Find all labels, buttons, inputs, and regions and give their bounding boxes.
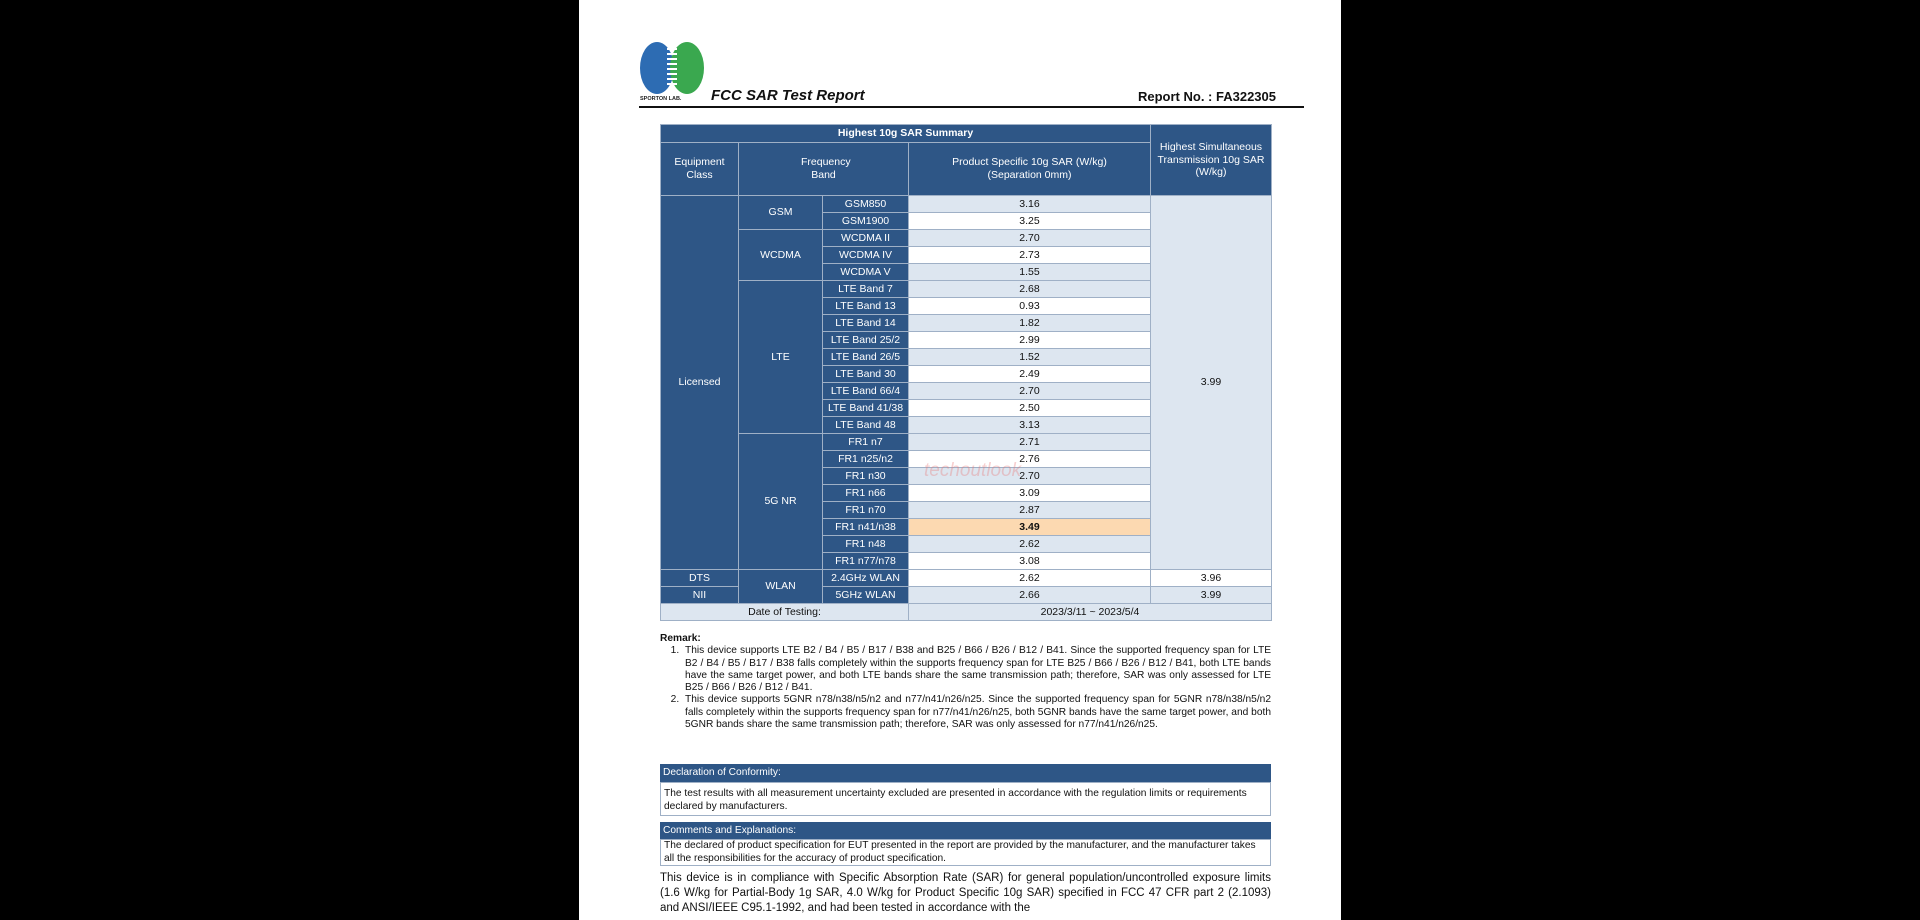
report-number: Report No. : FA322305 — [1138, 89, 1276, 104]
frequency-band: LTE Band 48 — [823, 417, 909, 434]
declaration-text: The test results with all measurement uncertainty excluded are presented in accordance with the regulation limits or requirements declared by manufacturers. — [660, 782, 1271, 816]
sar-value: 2.62 — [909, 570, 1151, 587]
sar-value: 3.09 — [909, 485, 1151, 502]
sar-value: 2.99 — [909, 332, 1151, 349]
col-equipment-class: Equipment Class — [661, 143, 739, 196]
frequency-band: FR1 n77/n78 — [823, 553, 909, 570]
frequency-band: WCDMA V — [823, 264, 909, 281]
sar-value: 2.70 — [909, 230, 1151, 247]
frequency-band: 2.4GHz WLAN — [823, 570, 909, 587]
band-group-label: LTE — [739, 281, 823, 434]
frequency-band: LTE Band 25/2 — [823, 332, 909, 349]
frequency-band: GSM850 — [823, 196, 909, 213]
date-of-testing-value: 2023/3/11 ~ 2023/5/4 — [909, 604, 1272, 621]
table-title: Highest 10g SAR Summary — [661, 125, 1151, 143]
sar-value: 2.62 — [909, 536, 1151, 553]
sar-value: 2.76 — [909, 451, 1151, 468]
sar-value: 3.49 — [909, 519, 1151, 536]
frequency-band: LTE Band 13 — [823, 298, 909, 315]
sar-value: 3.16 — [909, 196, 1151, 213]
table-row — [661, 570, 1272, 587]
remark-item: 1. This device supports LTE B2 / B4 / B5 / B17 / B38 and B25 / B66 / B26 / B12 / B41. Since the supported frequency span for LTE B2 / B4 / B5 / B17 / B38 falls completely within the supports frequency span for LTE B25 / B66 / B26 / B12 / B41, both LTE bands have the same target power, and both LTE bands share the same transmission path; therefore, SAR was only assessed for LTE B25 / B66 / B26 / B12 / B41. — [682, 645, 1271, 694]
band-group-label: GSM — [739, 196, 823, 230]
table-row-date — [661, 604, 1272, 621]
frequency-band: LTE Band 30 — [823, 366, 909, 383]
frequency-band: LTE Band 7 — [823, 281, 909, 298]
sar-value: 2.68 — [909, 281, 1151, 298]
band-group-label: WCDMA — [739, 230, 823, 281]
frequency-band: FR1 n7 — [823, 434, 909, 451]
sar-value: 3.25 — [909, 213, 1151, 230]
sar-value: 2.73 — [909, 247, 1151, 264]
table-row — [661, 196, 1272, 213]
header-divider — [639, 106, 1304, 108]
frequency-band: FR1 n48 — [823, 536, 909, 553]
sar-value: 2.49 — [909, 366, 1151, 383]
comments-heading: Comments and Explanations: — [660, 822, 1271, 839]
date-of-testing-label: Date of Testing: — [661, 604, 909, 621]
equipment-class-dts: DTS — [661, 570, 739, 587]
logo-caption: SPORTON LAB. — [640, 96, 682, 102]
frequency-band: LTE Band 66/4 — [823, 383, 909, 400]
licensed-simultaneous-sar: 3.99 — [1151, 196, 1272, 570]
sporton-logo — [640, 42, 706, 104]
frequency-band: LTE Band 14 — [823, 315, 909, 332]
sar-value: 2.70 — [909, 383, 1151, 400]
comments-box — [660, 822, 1271, 866]
frequency-band: 5GHz WLAN — [823, 587, 909, 604]
equipment-class-nii: NII — [661, 587, 739, 604]
col-frequency-band: Frequency Band — [739, 143, 909, 196]
col-product-sar: Product Specific 10g SAR (W/kg) (Separation 0mm) — [909, 143, 1151, 196]
declaration-box — [660, 764, 1271, 816]
sar-value: 1.82 — [909, 315, 1151, 332]
sar-summary-table — [660, 124, 1272, 621]
sar-value: 2.71 — [909, 434, 1151, 451]
watermark: techoutlook — [924, 460, 1022, 481]
compliance-statement: This device is in compliance with Specific Absorption Rate (SAR) for general population/uncontrolled exposure limits (1.6 W/kg for Partial-Body 1g SAR, 4.0 W/kg for Product Specific 10g SAR) specified in FCC 47 CFR part 2 (2.1093) and ANSI/IEEE C95.1-1992, and had been tested in accordance with the — [660, 872, 1271, 914]
sar-value: 2.87 — [909, 502, 1151, 519]
sar-value: 2.70 — [909, 468, 1151, 485]
col-simultaneous: Highest Simultaneous Transmission 10g SAR (W/kg) — [1151, 125, 1272, 196]
sar-value: 1.52 — [909, 349, 1151, 366]
remark-heading: Remark: — [660, 633, 701, 644]
remark-list — [660, 645, 1271, 731]
simultaneous-sar: 3.96 — [1151, 570, 1272, 587]
report-page — [579, 0, 1341, 920]
remark-section — [660, 633, 1271, 731]
equipment-class-licensed: Licensed — [661, 196, 739, 570]
sar-value: 0.93 — [909, 298, 1151, 315]
frequency-band: FR1 n25/n2 — [823, 451, 909, 468]
frequency-band: GSM1900 — [823, 213, 909, 230]
frequency-band: FR1 n66 — [823, 485, 909, 502]
sar-value: 2.66 — [909, 587, 1151, 604]
frequency-band: FR1 n70 — [823, 502, 909, 519]
sar-value: 3.13 — [909, 417, 1151, 434]
frequency-band: LTE Band 41/38 — [823, 400, 909, 417]
frequency-band: FR1 n30 — [823, 468, 909, 485]
sar-value: 2.50 — [909, 400, 1151, 417]
comments-text: The declared of product specification for EUT presented in the report are provided by the manufacturer, and the manufacturer takes all the responsibilities for the accuracy of product specification. — [660, 839, 1271, 866]
remark-item: 2. This device supports 5GNR n78/n38/n5/n2 and n77/n41/n26/n25. Since the supported frequency span for 5GNR n78/n38/n5/n2 falls completely within the supports frequency span for n77/n41/n26/n25, both 5GNR bands have the same target power, and both 5GNR bands share the same transmission path; therefore, SAR was only assessed for n77/n41/n26/n25. — [682, 694, 1271, 731]
declaration-heading: Declaration of Conformity: — [660, 764, 1271, 782]
report-title: FCC SAR Test Report — [711, 87, 865, 104]
sar-value: 3.08 — [909, 553, 1151, 570]
sar-value: 1.55 — [909, 264, 1151, 281]
frequency-band: FR1 n41/n38 — [823, 519, 909, 536]
band-group-label: 5G NR — [739, 434, 823, 570]
frequency-band: LTE Band 26/5 — [823, 349, 909, 366]
simultaneous-sar: 3.99 — [1151, 587, 1272, 604]
frequency-band: WCDMA IV — [823, 247, 909, 264]
band-group-label: WLAN — [739, 570, 823, 604]
frequency-band: WCDMA II — [823, 230, 909, 247]
